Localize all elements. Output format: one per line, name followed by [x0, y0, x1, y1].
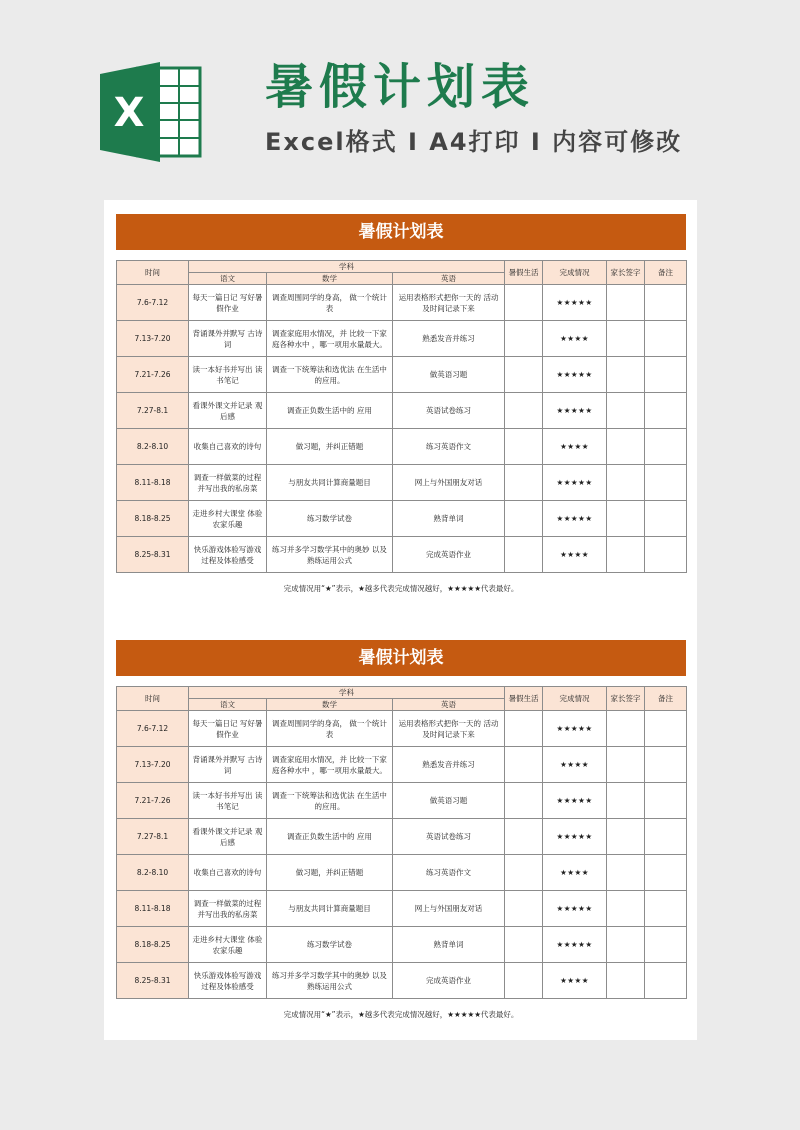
cell-summer-life: [505, 747, 543, 783]
cell-summer-life: [505, 927, 543, 963]
cell-remark: [645, 465, 687, 501]
cell-math: 调查一下统筹法和选优法 在生活中的应用。: [267, 357, 393, 393]
header-parent-signature: 家长签字: [607, 261, 645, 285]
cell-english: 英语试卷练习: [393, 819, 505, 855]
header-subject: 学科: [189, 687, 505, 699]
excel-logo-icon: [100, 62, 205, 162]
cell-time: 8.11-8.18: [117, 465, 189, 501]
cell-english: 熟悉发音并练习: [393, 747, 505, 783]
cell-time: 7.6-7.12: [117, 285, 189, 321]
cell-chinese: 背诵课外并默写 古诗词: [189, 321, 267, 357]
cell-chinese: 快乐游戏体验写游戏 过程及体验感受: [189, 963, 267, 999]
cell-math: 调查家庭用水情况，并 比较一下家庭各种水中 ，哪一项用水量最大。: [267, 747, 393, 783]
cell-english: 做英语习题: [393, 357, 505, 393]
header-summer-life: 暑假生活: [505, 261, 543, 285]
cell-chinese: 每天一篇日记 写好暑假作业: [189, 285, 267, 321]
cell-chinese: 调查一样做菜的过程 并写出我的私房菜: [189, 465, 267, 501]
cell-time: 8.25-8.31: [117, 537, 189, 573]
cell-remark: [645, 819, 687, 855]
cell-parent-signature: [607, 711, 645, 747]
cell-summer-life: [505, 429, 543, 465]
cell-english: 熟背单词: [393, 927, 505, 963]
cell-remark: [645, 747, 687, 783]
cell-remark: [645, 783, 687, 819]
cell-math: 调查正负数生活中的 应用: [267, 393, 393, 429]
cell-remark: [645, 357, 687, 393]
cell-completion-stars: ★★★★★: [543, 783, 607, 819]
cell-summer-life: [505, 465, 543, 501]
cell-parent-signature: [607, 891, 645, 927]
cell-parent-signature: [607, 285, 645, 321]
table-row: [117, 963, 687, 999]
cell-math: 调查一下统筹法和选优法 在生活中的应用。: [267, 783, 393, 819]
cell-completion-stars: ★★★★★: [543, 393, 607, 429]
table-row: [117, 537, 687, 573]
cell-remark: [645, 537, 687, 573]
cell-time: 8.2-8.10: [117, 429, 189, 465]
table-row: [117, 819, 687, 855]
table-row: [117, 501, 687, 537]
header-math: 数学: [267, 273, 393, 285]
cell-remark: [645, 393, 687, 429]
cell-summer-life: [505, 711, 543, 747]
table-row: [117, 285, 687, 321]
cell-math: 调查周围同学的身高， 做一个统计表: [267, 285, 393, 321]
cell-time: 8.2-8.10: [117, 855, 189, 891]
cell-time: 8.18-8.25: [117, 501, 189, 537]
cell-math: 练习并多学习数学其中的奥妙 以及熟练运用公式: [267, 537, 393, 573]
page-title: 暑假计划表: [265, 59, 536, 115]
cell-completion-stars: ★★★★★: [543, 501, 607, 537]
cell-summer-life: [505, 819, 543, 855]
cell-summer-life: [505, 501, 543, 537]
cell-chinese: 看课外课文并记录 观后感: [189, 393, 267, 429]
cell-english: 做英语习题: [393, 783, 505, 819]
table-row: [117, 465, 687, 501]
cell-time: 7.21-7.26: [117, 783, 189, 819]
cell-time: 7.27-8.1: [117, 393, 189, 429]
excel-logo-letter: X: [113, 90, 145, 136]
cell-math: 与朋友共同计算商量题目: [267, 465, 393, 501]
table-row: [117, 855, 687, 891]
header-remark: 备注: [645, 687, 687, 711]
header-summer-life: 暑假生活: [505, 687, 543, 711]
header-time: 时间: [117, 687, 189, 711]
cell-chinese: 收集自己喜欢的诗句: [189, 855, 267, 891]
cell-summer-life: [505, 855, 543, 891]
table-row: [117, 357, 687, 393]
cell-parent-signature: [607, 783, 645, 819]
plan-block-1: [116, 214, 686, 594]
table-row: [117, 429, 687, 465]
cell-math: 练习数学试卷: [267, 927, 393, 963]
cell-completion-stars: ★★★★★: [543, 465, 607, 501]
header-english: 英语: [393, 273, 505, 285]
cell-math: 练习并多学习数学其中的奥妙 以及熟练运用公式: [267, 963, 393, 999]
cell-english: 网上与外国朋友对话: [393, 891, 505, 927]
cell-summer-life: [505, 783, 543, 819]
cell-completion-stars: ★★★★: [543, 537, 607, 573]
cell-chinese: 看课外课文并记录 观后感: [189, 819, 267, 855]
cell-english: 完成英语作业: [393, 963, 505, 999]
cell-parent-signature: [607, 537, 645, 573]
cell-completion-stars: ★★★★★: [543, 285, 607, 321]
header-remark: 备注: [645, 261, 687, 285]
cell-remark: [645, 711, 687, 747]
cell-math: 调查周围同学的身高， 做一个统计表: [267, 711, 393, 747]
cell-parent-signature: [607, 501, 645, 537]
plan-title-bar: 暑假计划表: [116, 640, 686, 676]
header-chinese: 语文: [189, 699, 267, 711]
cell-time: 8.11-8.18: [117, 891, 189, 927]
cell-english: 运用表格形式把你一天的 活动及时间记录下来: [393, 285, 505, 321]
cell-chinese: 读一本好书并写出 读书笔记: [189, 783, 267, 819]
legend-note: 完成情况用“★”表示，★越多代表完成情况越好，★★★★★代表最好。: [283, 584, 519, 593]
cell-summer-life: [505, 321, 543, 357]
cell-time: 7.13-7.20: [117, 321, 189, 357]
header-subject: 学科: [189, 261, 505, 273]
cell-remark: [645, 963, 687, 999]
cell-time: 7.21-7.26: [117, 357, 189, 393]
cell-chinese: 收集自己喜欢的诗句: [189, 429, 267, 465]
table-row: [117, 321, 687, 357]
header-completion: 完成情况: [543, 687, 607, 711]
table-row: [117, 711, 687, 747]
cell-time: 7.13-7.20: [117, 747, 189, 783]
cell-completion-stars: ★★★★★: [543, 357, 607, 393]
cell-summer-life: [505, 357, 543, 393]
cell-completion-stars: ★★★★: [543, 855, 607, 891]
cell-completion-stars: ★★★★: [543, 429, 607, 465]
header-completion: 完成情况: [543, 261, 607, 285]
cell-parent-signature: [607, 321, 645, 357]
cell-completion-stars: ★★★★★: [543, 711, 607, 747]
cell-time: 7.27-8.1: [117, 819, 189, 855]
cell-remark: [645, 927, 687, 963]
table-row: [117, 891, 687, 927]
cell-completion-stars: ★★★★★: [543, 819, 607, 855]
header-parent-signature: 家长签字: [607, 687, 645, 711]
cell-time: 7.6-7.12: [117, 711, 189, 747]
plan-table: [116, 260, 687, 573]
cell-completion-stars: ★★★★: [543, 963, 607, 999]
cell-chinese: 每天一篇日记 写好暑假作业: [189, 711, 267, 747]
cell-parent-signature: [607, 429, 645, 465]
document-sheet: [104, 200, 697, 1040]
cell-time: 8.25-8.31: [117, 963, 189, 999]
legend-note: 完成情况用“★”表示，★越多代表完成情况越好，★★★★★代表最好。: [283, 1010, 519, 1019]
cell-completion-stars: ★★★★: [543, 321, 607, 357]
cell-remark: [645, 285, 687, 321]
cell-summer-life: [505, 285, 543, 321]
table-row: [117, 927, 687, 963]
table-row: [117, 393, 687, 429]
header-chinese: 语文: [189, 273, 267, 285]
cell-chinese: 背诵课外并默写 古诗词: [189, 747, 267, 783]
banner: [0, 0, 800, 190]
cell-parent-signature: [607, 855, 645, 891]
cell-math: 调查正负数生活中的 应用: [267, 819, 393, 855]
cell-remark: [645, 501, 687, 537]
cell-remark: [645, 321, 687, 357]
cell-parent-signature: [607, 963, 645, 999]
cell-chinese: 调查一样做菜的过程 并写出我的私房菜: [189, 891, 267, 927]
cell-english: 英语试卷练习: [393, 393, 505, 429]
cell-chinese: 读一本好书并写出 读书笔记: [189, 357, 267, 393]
table-row: [117, 783, 687, 819]
cell-completion-stars: ★★★★★: [543, 927, 607, 963]
cell-remark: [645, 429, 687, 465]
cell-chinese: 快乐游戏体验写游戏 过程及体验感受: [189, 537, 267, 573]
cell-summer-life: [505, 393, 543, 429]
cell-english: 运用表格形式把你一天的 活动及时间记录下来: [393, 711, 505, 747]
cell-english: 熟背单词: [393, 501, 505, 537]
cell-remark: [645, 855, 687, 891]
cell-parent-signature: [607, 393, 645, 429]
cell-math: 做习题，并纠正错题: [267, 855, 393, 891]
cell-parent-signature: [607, 747, 645, 783]
table-row: [117, 747, 687, 783]
cell-math: 做习题，并纠正错题: [267, 429, 393, 465]
header-english: 英语: [393, 699, 505, 711]
cell-english: 完成英语作业: [393, 537, 505, 573]
cell-completion-stars: ★★★★★: [543, 891, 607, 927]
cell-summer-life: [505, 537, 543, 573]
cell-summer-life: [505, 891, 543, 927]
cell-math: 与朋友共同计算商量题目: [267, 891, 393, 927]
cell-math: 调查家庭用水情况，并 比较一下家庭各种水中 ，哪一项用水量最大。: [267, 321, 393, 357]
cell-english: 练习英语作文: [393, 855, 505, 891]
plan-table: [116, 686, 687, 999]
header-time: 时间: [117, 261, 189, 285]
cell-chinese: 走进乡村大课堂 体验农家乐趣: [189, 927, 267, 963]
cell-english: 练习英语作文: [393, 429, 505, 465]
cell-summer-life: [505, 963, 543, 999]
cell-parent-signature: [607, 819, 645, 855]
cell-chinese: 走进乡村大课堂 体验农家乐趣: [189, 501, 267, 537]
header-math: 数学: [267, 699, 393, 711]
cell-parent-signature: [607, 465, 645, 501]
cell-parent-signature: [607, 927, 645, 963]
plan-block-2: [116, 640, 686, 1020]
cell-english: 熟悉发音并练习: [393, 321, 505, 357]
cell-completion-stars: ★★★★: [543, 747, 607, 783]
cell-time: 8.18-8.25: [117, 927, 189, 963]
cell-english: 网上与外国朋友对话: [393, 465, 505, 501]
plan-title-bar: 暑假计划表: [116, 214, 686, 250]
cell-parent-signature: [607, 357, 645, 393]
cell-math: 练习数学试卷: [267, 501, 393, 537]
cell-remark: [645, 891, 687, 927]
page-subtitle: Excel格式 I A4打印 I 内容可修改: [265, 128, 683, 156]
